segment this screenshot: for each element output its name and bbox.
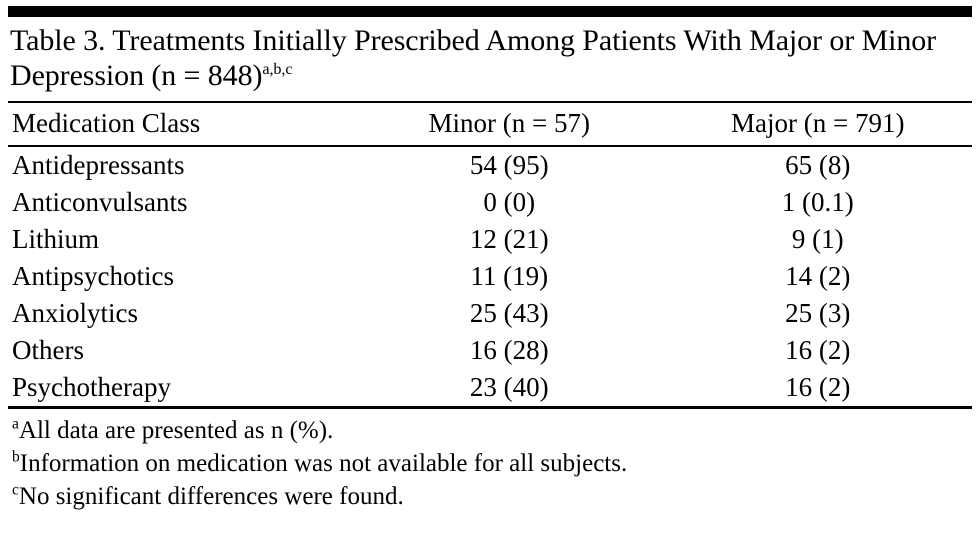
table-body [8, 147, 972, 406]
table-row [8, 147, 972, 184]
table-row [8, 295, 972, 332]
cell-medication-class: Anxiolytics [12, 298, 138, 328]
cell-minor: 16 (28) [469, 335, 549, 365]
table-header-row [8, 103, 972, 145]
table-row [8, 369, 972, 406]
cell-minor: 12 (21) [469, 224, 549, 254]
cell-major: 16 (2) [785, 335, 851, 365]
table-row [8, 332, 972, 369]
table-footnotes [8, 409, 972, 513]
column-header-medication-class: Medication Class [12, 108, 201, 138]
footnote-b [12, 447, 970, 480]
footnote-marker-c: c [12, 481, 19, 499]
table-caption [8, 17, 972, 101]
cell-medication-class: Antipsychotics [12, 261, 174, 291]
table-caption-text: Table 3. Treatments Initially Prescribed Among Patients With Major or Minor Depression (n = 848) [10, 24, 937, 92]
cell-medication-class: Anticonvulsants [12, 187, 188, 217]
footnote-c [12, 480, 970, 513]
top-rule [8, 6, 972, 17]
cell-major: 9 (1) [791, 224, 844, 254]
table-caption-footnote-markers: a,b,c [262, 59, 293, 78]
cell-minor: 23 (40) [469, 372, 549, 402]
cell-minor: 0 (0) [483, 187, 536, 217]
column-header-minor: Minor (n = 57) [428, 108, 590, 138]
footnote-a [12, 414, 970, 447]
table-row [8, 184, 972, 221]
cell-minor: 25 (43) [469, 298, 549, 328]
cell-major: 16 (2) [785, 372, 851, 402]
cell-medication-class: Others [12, 335, 84, 365]
cell-medication-class: Lithium [12, 224, 99, 254]
footnote-marker-a: a [12, 415, 19, 433]
cell-major: 1 (0.1) [781, 187, 854, 217]
treatments-table [8, 103, 972, 145]
cell-major: 25 (3) [785, 298, 851, 328]
footnote-text-b: Information on medication was not available for all subjects. [19, 450, 628, 477]
treatments-table-body [8, 147, 972, 406]
table-row [8, 258, 972, 295]
cell-major: 65 (8) [785, 150, 851, 180]
cell-medication-class: Antidepressants [12, 150, 185, 180]
table-row [8, 221, 972, 258]
cell-medication-class: Psychotherapy [12, 372, 171, 402]
cell-minor: 54 (95) [469, 150, 549, 180]
footnote-text-c: No significant differences were found. [18, 483, 404, 510]
table-header [8, 103, 972, 145]
cell-major: 14 (2) [785, 261, 851, 291]
footnote-marker-b: b [12, 448, 20, 466]
cell-minor: 11 (19) [470, 261, 549, 291]
footnote-text-a: All data are presented as n (%). [18, 417, 334, 444]
column-header-major: Major (n = 791) [731, 108, 905, 138]
